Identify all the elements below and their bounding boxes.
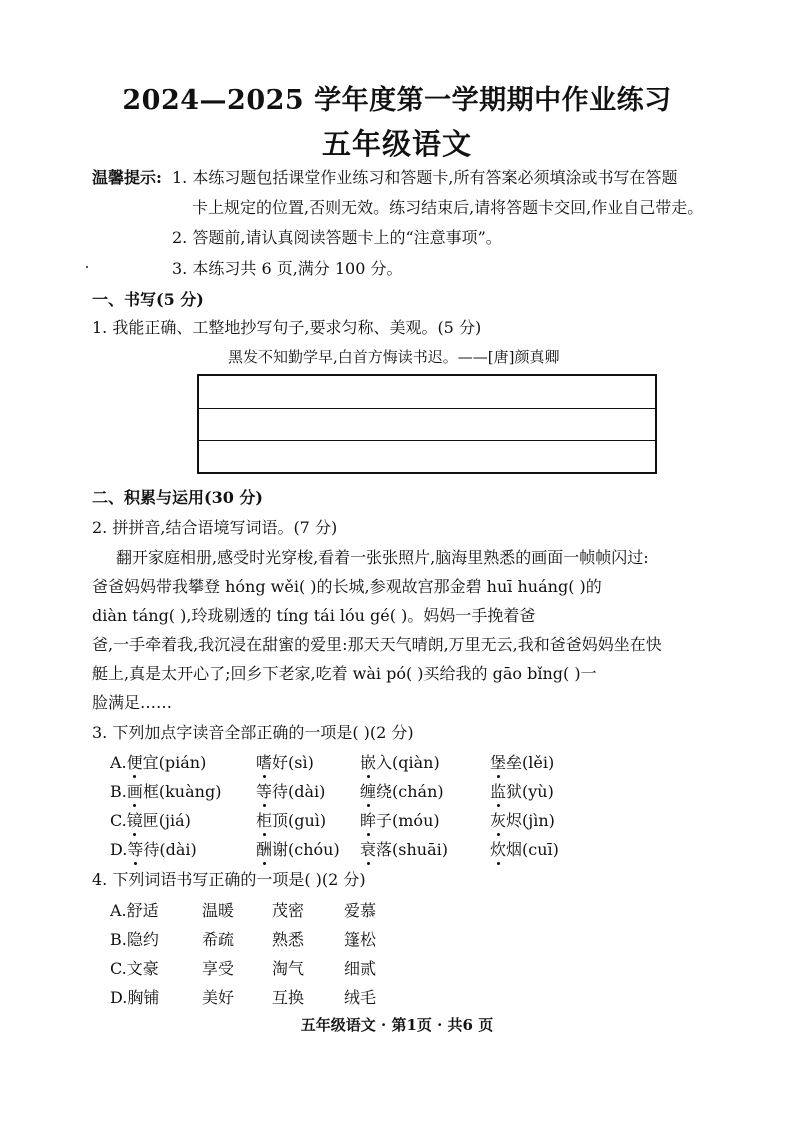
- copy-quote: 黑发不知勤学早,白首方悔读书迟。——[唐]颜真卿: [228, 348, 560, 366]
- question-4: 4. 下列词语书写正确的一项是( )(2 分): [92, 870, 366, 889]
- section-2-heading: 二、积累与运用(30 分): [92, 488, 263, 507]
- dotted-char: 酬: [256, 840, 273, 859]
- option-pinyin: 谢(chóu): [272, 840, 340, 859]
- q3-option-b-word-2: [256, 782, 325, 802]
- q3-option-d-word-2: [256, 840, 340, 860]
- option-pinyin: 烟(cuī): [506, 840, 559, 859]
- page-subtitle: 五年级语文: [321, 127, 472, 161]
- q3-option-d-word-3: [360, 840, 448, 860]
- writing-line: [199, 440, 655, 441]
- option-pinyin: 狱(yù): [506, 782, 554, 801]
- passage-line-4: 爸,一手牵着我,我沉浸在甜蜜的爱里:那天天气晴朗,万里无云,我和爸爸妈妈坐在快: [92, 635, 662, 654]
- dotted-char: 等: [127, 840, 144, 859]
- q3-option-d-word-4: [490, 840, 559, 860]
- dotted-char: 等: [256, 782, 273, 801]
- option-pinyin: 好(sì): [272, 753, 314, 772]
- passage-line-2: 爸爸妈妈带我攀登 hóng wěi( )的长城,参观故宫那金碧 huī huáng( )的: [92, 577, 602, 596]
- question-3: 3. 下列加点字读音全部正确的一项是( )(2 分): [92, 723, 414, 742]
- option-word: 熟悉: [272, 930, 305, 949]
- option-word: 茂密: [272, 901, 305, 920]
- dotted-char: 缠: [360, 782, 377, 801]
- dotted-char: 画: [126, 782, 143, 801]
- option-pinyin: 烬(jìn): [506, 811, 555, 830]
- dotted-char: 衰: [360, 840, 377, 859]
- option-pinyin: 入(qiàn): [376, 753, 440, 772]
- q3-option-c-word-2: [256, 811, 326, 831]
- option-pinyin: 宜(pián): [142, 753, 207, 772]
- q3-option-c[interactable]: [110, 811, 191, 831]
- q3-option-a-word-3: [360, 753, 440, 773]
- q4-option-c[interactable]: [110, 959, 159, 979]
- option-pinyin: 子(móu): [376, 811, 440, 830]
- dotted-char: 眸: [360, 811, 377, 830]
- option-word: 文豪: [126, 959, 159, 978]
- q3-option-a-word-4: [490, 753, 554, 773]
- page-footer: 五年级语文 · 第1页 · 共6 页: [300, 1016, 494, 1034]
- option-pinyin: 待(dài): [272, 782, 326, 801]
- q3-option-d[interactable]: [110, 840, 197, 860]
- option-word: 绒毛: [344, 988, 377, 1007]
- dotted-char: 镜: [126, 811, 143, 830]
- passage-line-1: 翻开家庭相册,感受时光穿梭,看着一张张照片,脑海里熟悉的画面一帧帧闪过:: [116, 548, 649, 567]
- passage-line-3: diàn táng( ),玲珑剔透的 tíng tái lóu gé( )。妈妈一手挽着爸: [92, 606, 536, 625]
- q3-option-b-word-4: [490, 782, 554, 802]
- question-2: 2. 拼拼音,结合语境写词语。(7 分): [92, 518, 338, 537]
- tips-line-2: 卡上规定的位置,否则无效。练习结束后,请将答题卡交回,作业自己带走。: [192, 198, 704, 217]
- option-word: 享受: [202, 959, 235, 978]
- dotted-char: 便: [126, 753, 143, 772]
- question-1: 1. 我能正确、工整地抄写句子,要求匀称、美观。(5 分): [92, 318, 482, 337]
- option-pinyin: 落(shuāi): [376, 840, 448, 859]
- option-letter: C.: [110, 811, 127, 830]
- option-pinyin: 顶(guì): [272, 811, 327, 830]
- option-word: 篷松: [344, 930, 377, 949]
- option-pinyin: 待(dài): [143, 840, 197, 859]
- option-letter: C.: [110, 959, 127, 978]
- q3-option-a[interactable]: [110, 753, 206, 773]
- option-pinyin: 框(kuàng): [142, 782, 222, 801]
- option-letter: B.: [110, 782, 127, 801]
- q3-option-c-word-4: [490, 811, 555, 831]
- option-word: 细贰: [344, 959, 377, 978]
- option-letter: A.: [110, 901, 127, 920]
- option-word: 胸铺: [127, 988, 160, 1007]
- option-letter: B.: [110, 930, 127, 949]
- option-word: 温暖: [202, 901, 235, 920]
- option-letter: A.: [110, 753, 127, 772]
- q3-option-b[interactable]: [110, 782, 221, 802]
- option-word: 隐约: [126, 930, 159, 949]
- tips-line-3: 2. 答题前,请认真阅读答题卡上的“注意事项”。: [172, 228, 502, 247]
- option-word: 淘气: [272, 959, 305, 978]
- option-word: 爱慕: [344, 901, 377, 920]
- section-1-heading: 一、书写(5 分): [92, 290, 204, 309]
- option-word: 美好: [202, 988, 235, 1007]
- option-pinyin: 绕(chán): [376, 782, 444, 801]
- option-word: 希疏: [202, 930, 235, 949]
- q3-option-a-word-2: [256, 753, 314, 773]
- dotted-char: 炊: [490, 840, 507, 859]
- writing-line: [199, 408, 655, 409]
- q4-option-b[interactable]: [110, 930, 159, 950]
- option-word: 互换: [272, 988, 305, 1007]
- dotted-char: 堡: [490, 753, 507, 772]
- dotted-char: 监: [490, 782, 507, 801]
- option-letter: D.: [110, 988, 128, 1007]
- option-pinyin: 匣(jiá): [142, 811, 191, 830]
- tips-line-4: 3. 本练习共 6 页,满分 100 分。: [172, 259, 403, 278]
- option-letter: D.: [110, 840, 128, 859]
- scan-speck: [86, 266, 88, 268]
- dotted-char: 嵌: [360, 753, 377, 772]
- tips-line-1: 1. 本练习题包括课堂作业练习和答题卡,所有答案必须填涂或书写在答题: [172, 168, 678, 187]
- q3-option-c-word-3: [360, 811, 440, 831]
- passage-line-6: 脸满足……: [92, 693, 173, 712]
- option-pinyin: 垒(lěi): [506, 753, 555, 772]
- tips-label: 温馨提示:: [92, 168, 162, 187]
- dotted-char: 柜: [256, 811, 273, 830]
- page-title: 2024—2025 学年度第一学期期中作业练习: [122, 85, 672, 116]
- dotted-char: 灰: [490, 811, 507, 830]
- q3-option-b-word-3: [360, 782, 444, 802]
- dotted-char: 嗜: [256, 753, 273, 772]
- q4-option-d[interactable]: [110, 988, 159, 1008]
- passage-line-5: 艇上,真是太开心了;回乡下老家,吃着 wài pó( )买给我的 gāo bǐng( )一: [92, 664, 597, 683]
- option-word: 舒适: [126, 901, 159, 920]
- writing-box[interactable]: [197, 374, 657, 474]
- q4-option-a[interactable]: [110, 901, 159, 921]
